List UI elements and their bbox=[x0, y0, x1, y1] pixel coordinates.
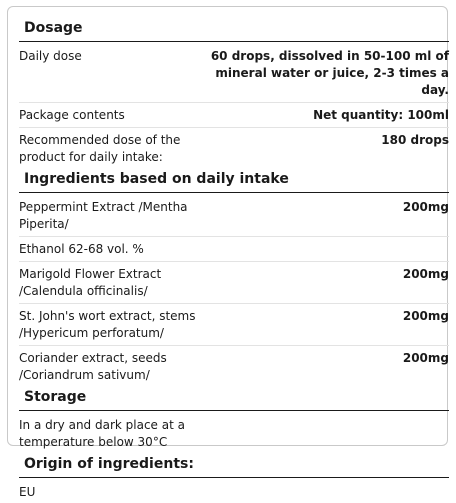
ingredient-name: Ethanol 62-68 vol. % bbox=[19, 242, 144, 256]
recommended-dose-row bbox=[19, 130, 449, 168]
daily-dose-value-line2: mineral water or juice, 2-3 times a day. bbox=[215, 66, 449, 97]
origin-heading: Origin of ingredients: bbox=[24, 456, 194, 472]
package-contents-label: Package contents bbox=[19, 108, 125, 122]
ingredient-name-line2: /Hypericum perforatum/ bbox=[19, 326, 164, 340]
ingredient-name-line1: Marigold Flower Extract bbox=[19, 267, 162, 281]
storage-heading: Storage bbox=[24, 389, 87, 405]
daily-dose-value-line1: 60 drops, dissolved in 50-100 ml of bbox=[210, 49, 449, 63]
recommended-dose-label-line1: Recommended dose of the bbox=[19, 133, 181, 147]
daily-dose-row bbox=[19, 46, 449, 103]
storage-text bbox=[19, 417, 197, 451]
section-divider bbox=[19, 410, 449, 411]
ingredient-amount: 200mg bbox=[402, 200, 449, 214]
storage-row bbox=[19, 415, 449, 453]
package-contents-row bbox=[19, 105, 449, 128]
product-info-content bbox=[19, 17, 449, 503]
origin-text: EU bbox=[19, 485, 36, 499]
ingredient-name bbox=[19, 308, 197, 342]
ingredient-row bbox=[19, 348, 449, 386]
ingredient-amount: 200mg bbox=[402, 267, 449, 281]
ingredients-heading: Ingredients based on daily intake bbox=[24, 171, 289, 187]
section-divider bbox=[19, 41, 449, 42]
section-divider bbox=[19, 477, 449, 478]
origin-row bbox=[19, 482, 449, 503]
ingredient-row bbox=[19, 306, 449, 346]
ingredient-name bbox=[19, 350, 197, 384]
ingredient-name-line2: Piperita/ bbox=[19, 217, 69, 231]
storage-text-line2: temperature below 30°C bbox=[19, 435, 168, 449]
recommended-dose-label bbox=[19, 132, 197, 166]
ingredient-name-line1: St. John's wort extract, stems bbox=[19, 309, 196, 323]
ingredient-row bbox=[19, 197, 449, 237]
storage-text-line1: In a dry and dark place at a bbox=[19, 418, 185, 432]
product-info-panel bbox=[7, 6, 449, 499]
dosage-heading: Dosage bbox=[24, 20, 83, 36]
package-contents-value: Net quantity: 100ml bbox=[313, 108, 449, 122]
ingredient-name-line2: /Coriandrum sativum/ bbox=[19, 368, 150, 382]
ingredient-name-line1: Peppermint Extract /Mentha bbox=[19, 200, 188, 214]
ingredient-row bbox=[19, 264, 449, 304]
ingredient-name-line2: /Calendula officinalis/ bbox=[19, 284, 148, 298]
recommended-dose-label-line2: product for daily intake: bbox=[19, 150, 163, 164]
ingredient-name bbox=[19, 266, 197, 300]
daily-dose-value bbox=[197, 48, 449, 99]
recommended-dose-value: 180 drops bbox=[381, 133, 449, 147]
section-divider bbox=[19, 192, 449, 193]
ingredient-amount: 200mg bbox=[402, 309, 449, 323]
ingredient-name-line1: Coriander extract, seeds bbox=[19, 351, 167, 365]
ingredient-amount: 200mg bbox=[402, 351, 449, 365]
daily-dose-label: Daily dose bbox=[19, 49, 82, 63]
ingredient-row bbox=[19, 239, 449, 262]
ingredient-name bbox=[19, 199, 197, 233]
